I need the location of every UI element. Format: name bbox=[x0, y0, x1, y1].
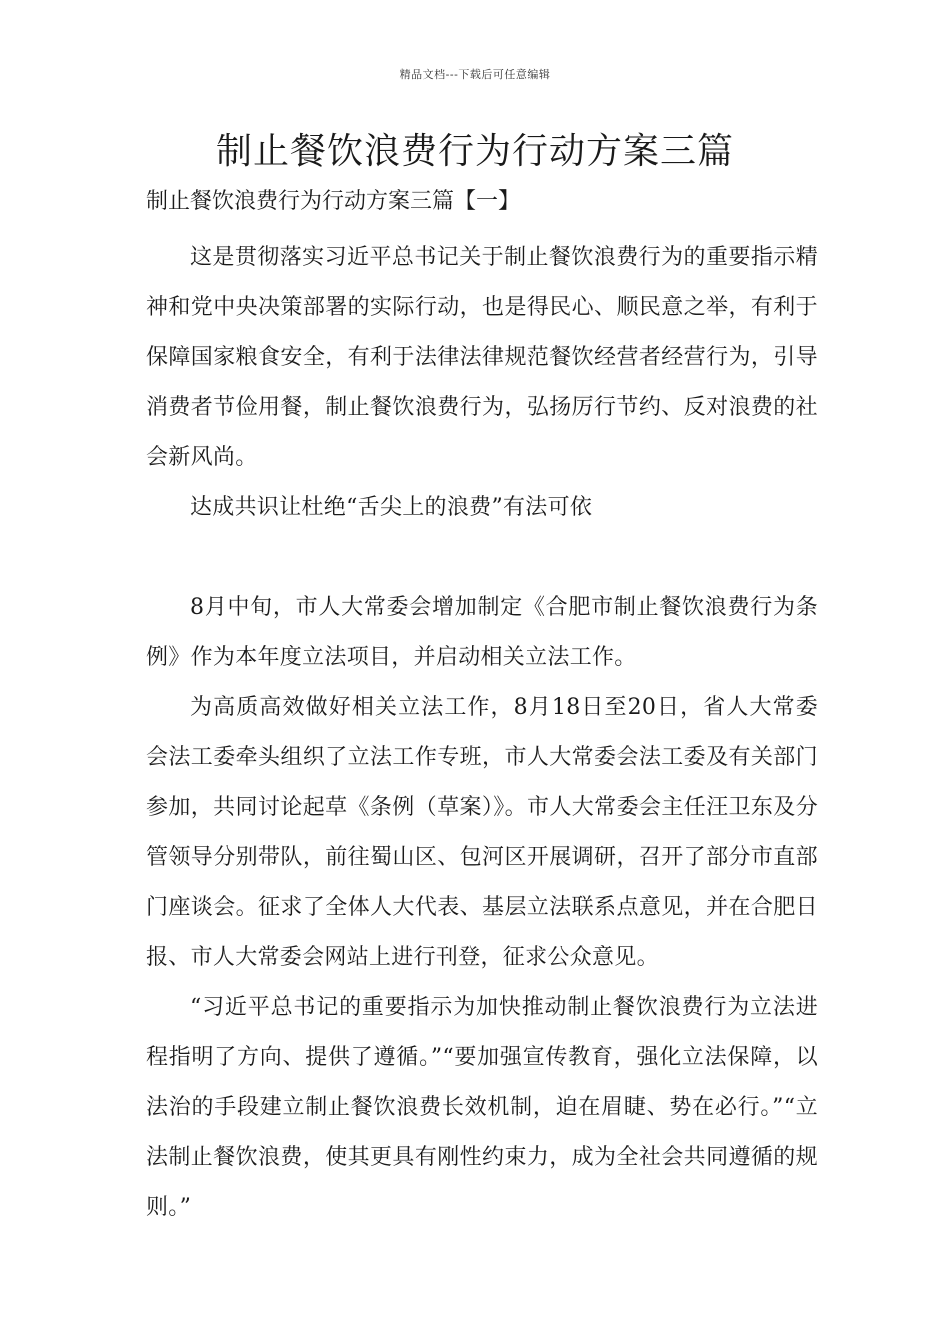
header-note: 精品文档---下载后可任意编辑 bbox=[399, 68, 551, 81]
paragraph-intro: 这是贯彻落实习近平总书记关于制止餐饮浪费行为的重要指示精神和党中央决策部署的实际行动，也是得民心、顺民意之举，有利于保障国家粮食安全，有利于法律法律规范餐饮经营者经营行为，引导消费者节俭用餐，制止餐饮浪费行为，弘扬厉行节约、反对浪费的社会新风尚。 bbox=[146, 245, 818, 470]
paragraph-heading-consensus: 达成共识让杜绝“舌尖上的浪费”有法可依 bbox=[190, 495, 593, 520]
paragraph-legislation-work: 为高质高效做好相关立法工作，8月18日至20日，省人大常委会法工委牵头组织了立法工作专班，市人大常委会法工委及有关部门参加，共同讨论起草《条例（草案）》。市人大常委会主任汪卫东及分管领导分别带队，前往蜀山区、包河区开展调研，召开了部分市直部门座谈会。征求了全体人大代表、基层立法联系点意见，并在合肥日报、市人大常委会网站上进行刊登，征求公众意见。 bbox=[146, 695, 818, 970]
document-title: 制止餐饮浪费行为行动方案三篇 bbox=[215, 131, 734, 172]
section-subtitle: 制止餐饮浪费行为行动方案三篇【一】 bbox=[146, 189, 521, 214]
paragraph-quotes: “习近平总书记的重要指示为加快推动制止餐饮浪费行为立法进程指明了方向、提供了遵循。”“要加强宣传教育，强化立法保障，以法治的手段建立制止餐饮浪费长效机制，迫在眉睫、势在必行。”“立法制止餐饮浪费，使其更具有刚性约束力，成为全社会共同遵循的规则。” bbox=[146, 995, 818, 1220]
paragraph-legislation-start: 8月中旬，市人大常委会增加制定《合肥市制止餐饮浪费行为条例》作为本年度立法项目，并启动相关立法工作。 bbox=[146, 595, 818, 670]
document-body bbox=[146, 183, 818, 1233]
